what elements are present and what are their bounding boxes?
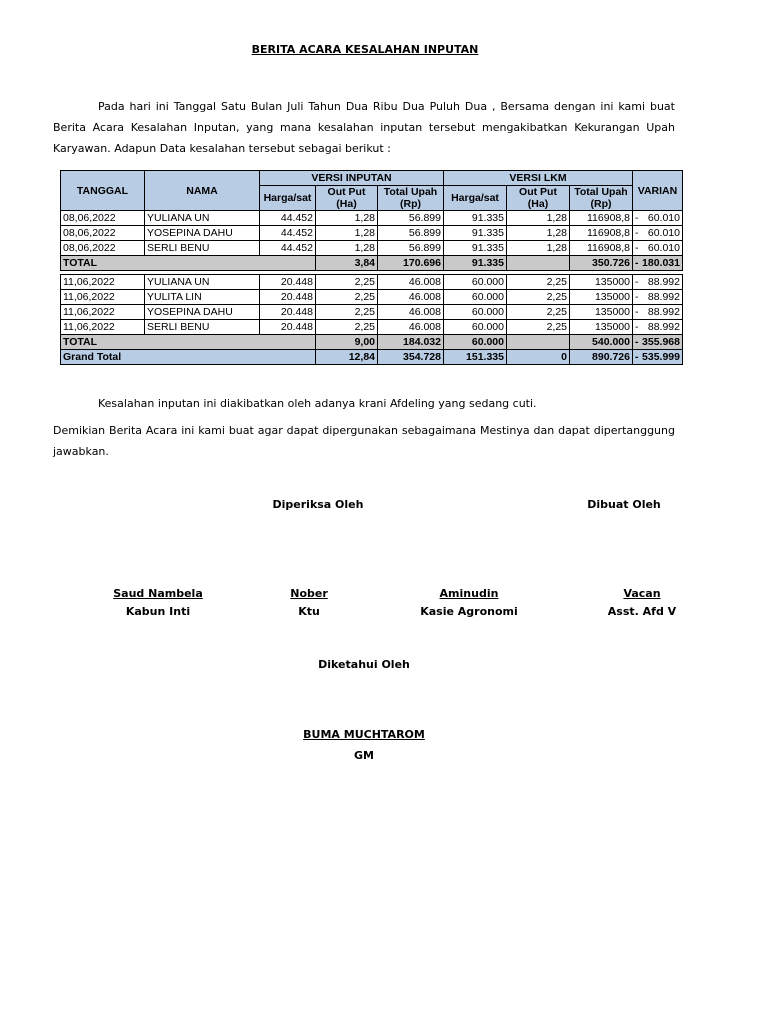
cell-harga-inputan: 20.448 <box>260 320 316 335</box>
varian-value: 60.010 <box>647 227 680 239</box>
cell-harga-inputan: 44.452 <box>260 211 316 226</box>
cell-harga-lkm: 91.335 <box>444 226 507 241</box>
cell-nama: YOSEPINA DAHU <box>145 305 260 320</box>
cell-upah-inputan: 56.899 <box>378 211 444 226</box>
cell-varian <box>633 290 683 305</box>
table-row <box>61 275 683 290</box>
cell-harga-lkm: 91.335 <box>444 241 507 256</box>
cell-output-inputan: 1,28 <box>316 241 378 256</box>
varian-sign: - <box>635 321 639 333</box>
varian-value: 88.992 <box>647 291 680 303</box>
cell-upah-inputan: 170.696 <box>378 256 444 271</box>
cell-tanggal: 11,06,2022 <box>61 275 145 290</box>
cell-output-inputan: 2,25 <box>316 305 378 320</box>
cell-tanggal: 08,06,2022 <box>61 211 145 226</box>
varian-value: 88.992 <box>647 306 680 318</box>
cell-output-inputan: 2,25 <box>316 290 378 305</box>
cell-upah-inputan: 354.728 <box>378 350 444 365</box>
cell-nama: YULIANA UN <box>145 275 260 290</box>
cell-tanggal: 11,06,2022 <box>61 320 145 335</box>
cell-harga-inputan: 20.448 <box>260 305 316 320</box>
cell-output-inputan: 1,28 <box>316 226 378 241</box>
cell-output-inputan: 12,84 <box>316 350 378 365</box>
cell-upah-inputan: 184.032 <box>378 335 444 350</box>
signer-title: Asst. Afd V <box>607 605 677 618</box>
header-harga-sat: Harga/sat <box>444 186 507 211</box>
diketahui-oleh-label: Diketahui Oleh <box>318 658 410 671</box>
signer-title: Kasie Agronomi <box>420 605 518 618</box>
cell-harga-lkm: 60.000 <box>444 320 507 335</box>
cell-upah-lkm: 135000 <box>570 275 633 290</box>
document-title: BERITA ACARA KESALAHAN INPUTAN <box>251 43 479 56</box>
header-output: Out Put (Ha) <box>507 186 570 211</box>
cell-nama: YULIANA UN <box>145 211 260 226</box>
cell-harga-lkm: 91.335 <box>444 256 507 271</box>
cell-output-lkm: 1,28 <box>507 241 570 256</box>
varian-value: 535.999 <box>642 351 680 363</box>
grand-total-row <box>61 350 683 365</box>
cell-output-lkm: 2,25 <box>507 290 570 305</box>
cell-harga-inputan: 44.452 <box>260 226 316 241</box>
cell-output-inputan: 9,00 <box>316 335 378 350</box>
cell-varian <box>633 305 683 320</box>
cell-upah-lkm: 890.726 <box>570 350 633 365</box>
header-harga-sat: Harga/sat <box>260 186 316 211</box>
header-versi-inputan: VERSI INPUTAN <box>260 171 444 186</box>
cell-output-lkm: 2,25 <box>507 320 570 335</box>
cell-upah-inputan: 56.899 <box>378 241 444 256</box>
signer-name: Saud Nambela <box>113 587 203 600</box>
cell-output-inputan: 2,25 <box>316 275 378 290</box>
total-row <box>61 256 683 271</box>
cell-output-lkm <box>507 256 570 271</box>
header-varian: VARIAN <box>633 171 683 211</box>
cell-upah-lkm: 350.726 <box>570 256 633 271</box>
cell-varian <box>633 275 683 290</box>
header-output: Out Put (Ha) <box>316 186 378 211</box>
cell-harga-inputan: 20.448 <box>260 290 316 305</box>
varian-sign: - <box>635 351 639 363</box>
total-row <box>61 335 683 350</box>
cell-upah-inputan: 46.008 <box>378 290 444 305</box>
header-total-upah: Total Upah (Rp) <box>378 186 444 211</box>
cell-nama: YULITA LIN <box>145 290 260 305</box>
cell-varian <box>633 226 683 241</box>
varian-sign: - <box>635 257 639 269</box>
cell-harga-lkm: 60.000 <box>444 305 507 320</box>
varian-sign: - <box>635 212 639 224</box>
signer-title: Kabun Inti <box>125 605 191 618</box>
cell-varian <box>633 211 683 226</box>
varian-sign: - <box>635 276 639 288</box>
dibuat-oleh-label: Dibuat Oleh <box>587 498 661 511</box>
cell-harga-lkm: 91.335 <box>444 211 507 226</box>
varian-sign: - <box>635 227 639 239</box>
cell-output-inputan: 2,25 <box>316 320 378 335</box>
cell-varian <box>633 256 683 271</box>
cell-tanggal: 11,06,2022 <box>61 290 145 305</box>
gm-title: GM <box>354 749 374 762</box>
varian-value: 88.992 <box>647 321 680 333</box>
cell-varian <box>633 350 683 365</box>
varian-value: 180.031 <box>642 257 680 269</box>
signer-title: Ktu <box>298 605 320 618</box>
total-label: TOTAL <box>61 335 316 350</box>
cell-tanggal: 08,06,2022 <box>61 241 145 256</box>
cell-upah-lkm: 116908,8 <box>570 211 633 226</box>
cell-output-lkm: 1,28 <box>507 226 570 241</box>
cell-harga-lkm: 151.335 <box>444 350 507 365</box>
cell-output-inputan: 1,28 <box>316 211 378 226</box>
error-data-table <box>60 170 683 365</box>
cell-output-lkm: 0 <box>507 350 570 365</box>
cell-upah-inputan: 46.008 <box>378 320 444 335</box>
total-label: Grand Total <box>61 350 316 365</box>
cause-paragraph: Kesalahan inputan ini diakibatkan oleh adanya krani Afdeling yang sedang cuti. <box>98 397 537 410</box>
cell-tanggal: 08,06,2022 <box>61 226 145 241</box>
cell-output-lkm: 1,28 <box>507 211 570 226</box>
cell-varian <box>633 320 683 335</box>
cell-upah-inputan: 46.008 <box>378 305 444 320</box>
intro-paragraph: Pada hari ini Tanggal Satu Bulan Juli Tahun Dua Ribu Dua Puluh Dua , Bersama dengan ini kami buat Berita Acara Kesalahan Inputan, yang mana kesalahan inputan tersebut mengakibatkan Kekurangan Upah Karyawan. Adapun Data kesalahan tersebut sebagai berikut : <box>53 100 675 155</box>
table-row <box>61 320 683 335</box>
cell-upah-lkm: 116908,8 <box>570 226 633 241</box>
varian-sign: - <box>635 336 639 348</box>
varian-value: 60.010 <box>647 242 680 254</box>
signer-name: Vacan <box>623 587 661 600</box>
signer-name: Aminudin <box>439 587 499 600</box>
table-row <box>61 241 683 256</box>
header-nama: NAMA <box>145 171 260 211</box>
cell-upah-lkm: 135000 <box>570 305 633 320</box>
varian-value: 355.968 <box>642 336 680 348</box>
cell-nama: SERLI BENU <box>145 241 260 256</box>
cell-upah-lkm: 540.000 <box>570 335 633 350</box>
cell-varian <box>633 335 683 350</box>
cell-upah-lkm: 135000 <box>570 290 633 305</box>
header-total-upah: Total Upah (Rp) <box>570 186 633 211</box>
table-row <box>61 226 683 241</box>
varian-sign: - <box>635 242 639 254</box>
cell-upah-lkm: 116908,8 <box>570 241 633 256</box>
gm-name: BUMA MUCHTAROM <box>303 728 425 741</box>
diperiksa-oleh-label: Diperiksa Oleh <box>272 498 364 511</box>
varian-sign: - <box>635 306 639 318</box>
header-versi-lkm: VERSI LKM <box>444 171 633 186</box>
varian-value: 88.992 <box>647 276 680 288</box>
table-row <box>61 211 683 226</box>
signer-name: Nober <box>290 587 328 600</box>
cell-output-lkm <box>507 335 570 350</box>
cell-upah-inputan: 56.899 <box>378 226 444 241</box>
cell-varian <box>633 241 683 256</box>
cell-output-lkm: 2,25 <box>507 275 570 290</box>
cell-upah-lkm: 135000 <box>570 320 633 335</box>
cell-tanggal: 11,06,2022 <box>61 305 145 320</box>
cell-output-inputan: 3,84 <box>316 256 378 271</box>
cell-nama: YOSEPINA DAHU <box>145 226 260 241</box>
header-tanggal: TANGGAL <box>61 171 145 211</box>
cell-harga-lkm: 60.000 <box>444 290 507 305</box>
table-row <box>61 305 683 320</box>
closing-paragraph: Demikian Berita Acara ini kami buat agar dapat dipergunakan sebagaimana Mestinya dan dapat dipertanggung jawabkan. <box>53 424 675 458</box>
cell-upah-inputan: 46.008 <box>378 275 444 290</box>
cell-harga-inputan: 44.452 <box>260 241 316 256</box>
varian-value: 60.010 <box>647 212 680 224</box>
total-label: TOTAL <box>61 256 316 271</box>
cell-nama: SERLI BENU <box>145 320 260 335</box>
cell-harga-lkm: 60.000 <box>444 335 507 350</box>
cell-harga-lkm: 60.000 <box>444 275 507 290</box>
varian-sign: - <box>635 291 639 303</box>
cell-output-lkm: 2,25 <box>507 305 570 320</box>
table-row <box>61 290 683 305</box>
cell-harga-inputan: 20.448 <box>260 275 316 290</box>
